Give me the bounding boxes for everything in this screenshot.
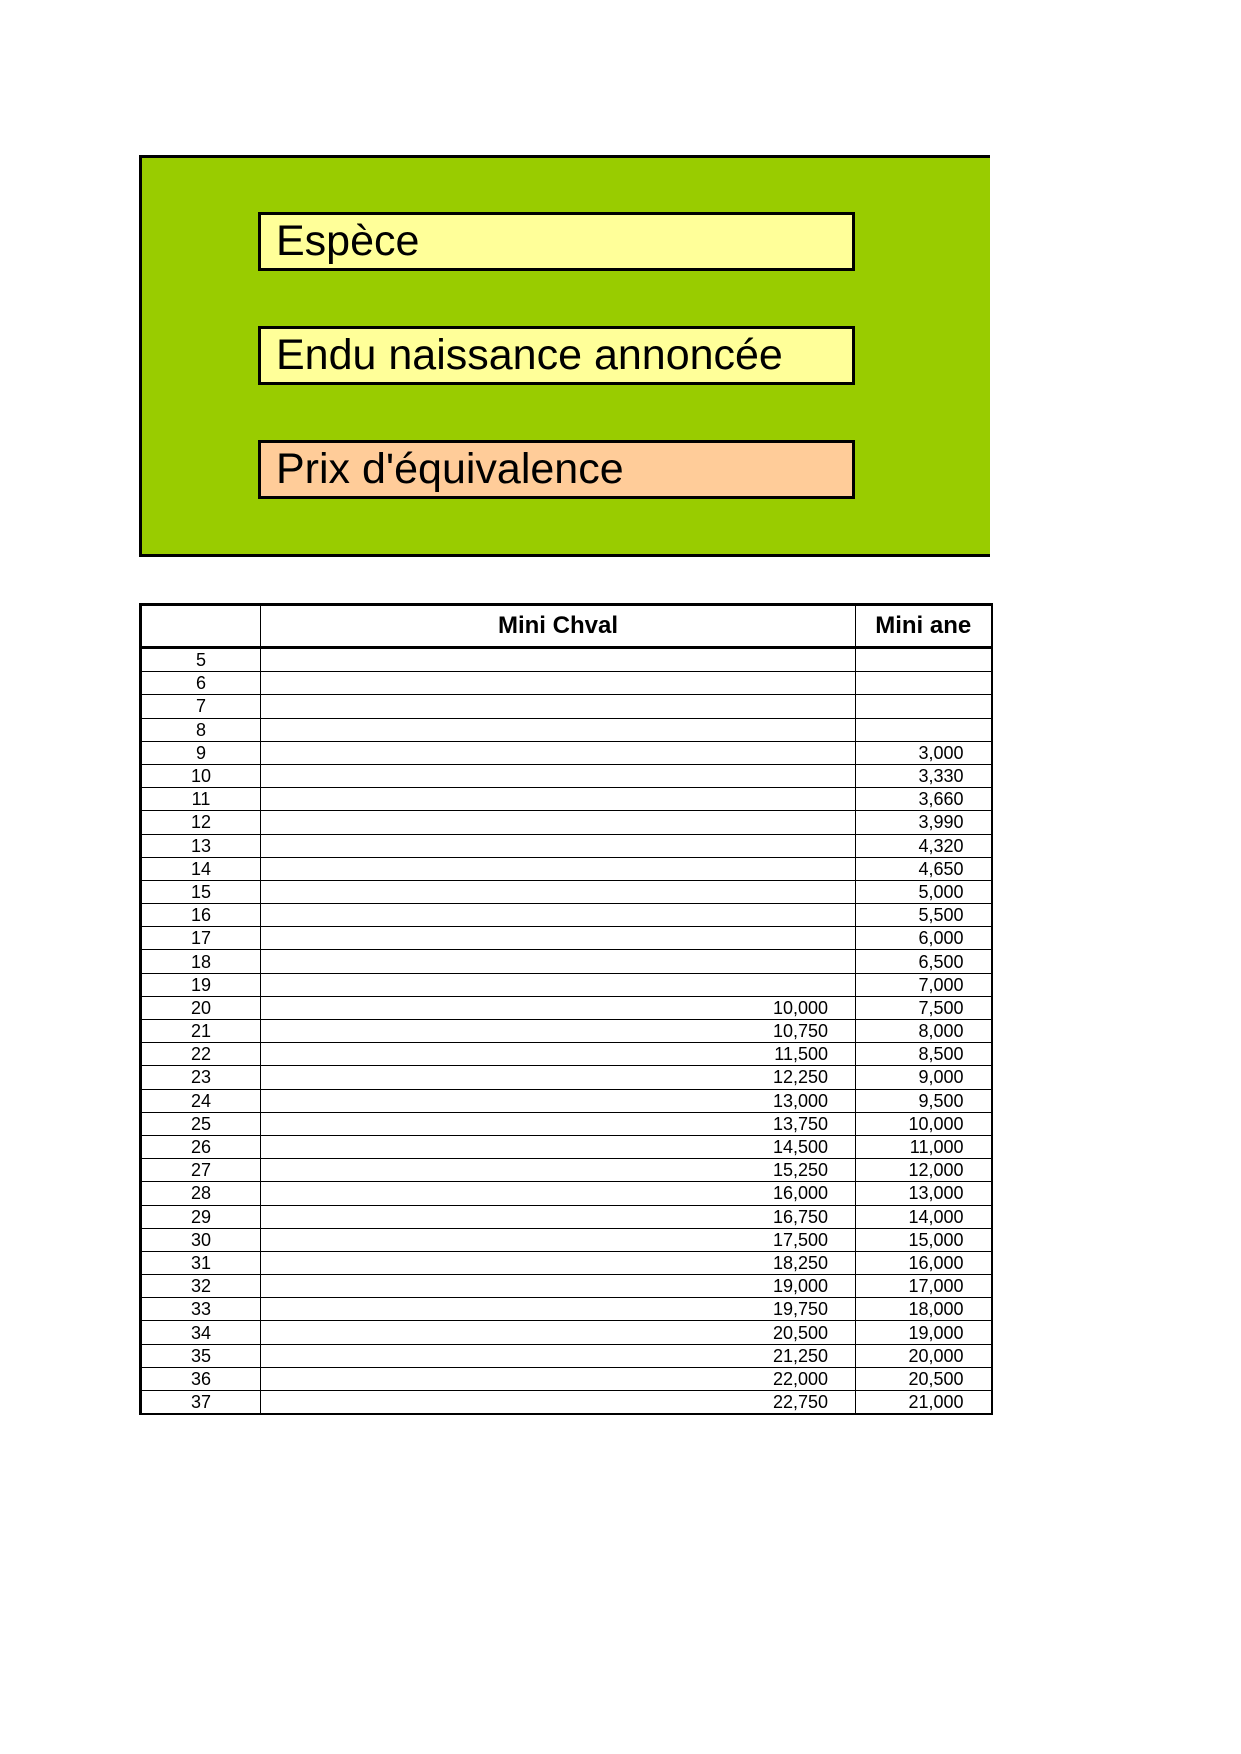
size-cell[interactable]: 11 <box>141 788 261 811</box>
table-row <box>141 834 992 857</box>
table-row <box>141 973 992 996</box>
table-row <box>141 1367 992 1390</box>
table-row <box>141 950 992 973</box>
size-cell[interactable]: 18 <box>141 950 261 973</box>
mini-chval-cell[interactable] <box>261 741 856 764</box>
mini-chval-cell[interactable]: 22,000 <box>261 1367 856 1390</box>
mini-ane-cell[interactable]: 3,000 <box>856 741 992 764</box>
mini-ane-cell[interactable]: 3,660 <box>856 788 992 811</box>
mini-ane-cell[interactable]: 19,000 <box>856 1321 992 1344</box>
size-cell[interactable]: 7 <box>141 695 261 718</box>
mini-chval-cell[interactable]: 14,500 <box>261 1135 856 1158</box>
mini-chval-cell[interactable]: 22,750 <box>261 1391 856 1415</box>
mini-ane-cell[interactable]: 7,000 <box>856 973 992 996</box>
table-row <box>141 1228 992 1251</box>
mini-chval-cell[interactable]: 16,000 <box>261 1182 856 1205</box>
mini-ane-cell[interactable]: 14,000 <box>856 1205 992 1228</box>
mini-chval-cell[interactable]: 15,250 <box>261 1159 856 1182</box>
size-cell[interactable]: 25 <box>141 1112 261 1135</box>
mini-ane-cell[interactable] <box>856 648 992 672</box>
size-cell[interactable]: 22 <box>141 1043 261 1066</box>
table-row <box>141 695 992 718</box>
size-cell[interactable]: 15 <box>141 880 261 903</box>
mini-chval-cell[interactable]: 13,750 <box>261 1112 856 1135</box>
mini-ane-cell[interactable]: 3,330 <box>856 764 992 787</box>
table-row <box>141 741 992 764</box>
mini-ane-cell[interactable]: 5,500 <box>856 904 992 927</box>
mini-ane-cell[interactable] <box>856 695 992 718</box>
table-row <box>141 1020 992 1043</box>
mini-chval-cell[interactable]: 12,250 <box>261 1066 856 1089</box>
mini-ane-cell[interactable]: 8,000 <box>856 1020 992 1043</box>
header-mini-chval: Mini Chval <box>261 605 856 648</box>
size-cell[interactable]: 6 <box>141 672 261 695</box>
size-cell[interactable]: 32 <box>141 1275 261 1298</box>
size-cell[interactable]: 5 <box>141 648 261 672</box>
size-cell[interactable]: 10 <box>141 764 261 787</box>
size-cell[interactable]: 23 <box>141 1066 261 1089</box>
mini-chval-cell[interactable]: 18,250 <box>261 1251 856 1274</box>
table-header-row <box>141 605 992 648</box>
size-cell[interactable]: 13 <box>141 834 261 857</box>
mini-chval-cell[interactable] <box>261 648 856 672</box>
table-row <box>141 1251 992 1274</box>
size-cell[interactable]: 35 <box>141 1344 261 1367</box>
mini-ane-cell[interactable]: 20,500 <box>856 1367 992 1390</box>
mini-ane-cell[interactable]: 12,000 <box>856 1159 992 1182</box>
birth-note-label: Endu naissance annoncée <box>276 331 783 379</box>
mini-chval-cell[interactable] <box>261 695 856 718</box>
mini-ane-cell[interactable]: 15,000 <box>856 1228 992 1251</box>
mini-chval-cell[interactable] <box>261 788 856 811</box>
size-cell[interactable]: 19 <box>141 973 261 996</box>
mini-chval-cell[interactable] <box>261 672 856 695</box>
size-cell[interactable]: 28 <box>141 1182 261 1205</box>
table-row <box>141 672 992 695</box>
size-cell[interactable]: 36 <box>141 1367 261 1390</box>
mini-ane-cell[interactable]: 6,500 <box>856 950 992 973</box>
mini-ane-cell[interactable]: 3,990 <box>856 811 992 834</box>
table-row <box>141 718 992 741</box>
table-row <box>141 880 992 903</box>
species-field[interactable] <box>258 212 855 271</box>
mini-chval-cell[interactable] <box>261 904 856 927</box>
mini-chval-cell[interactable]: 19,750 <box>261 1298 856 1321</box>
size-cell[interactable]: 16 <box>141 904 261 927</box>
table-row <box>141 764 992 787</box>
size-cell[interactable]: 20 <box>141 996 261 1019</box>
mini-ane-cell[interactable]: 5,000 <box>856 880 992 903</box>
mini-chval-cell[interactable] <box>261 927 856 950</box>
table-row <box>141 1135 992 1158</box>
mini-ane-cell[interactable]: 9,500 <box>856 1089 992 1112</box>
mini-chval-cell[interactable]: 10,750 <box>261 1020 856 1043</box>
size-cell[interactable]: 9 <box>141 741 261 764</box>
table-body <box>141 648 992 1415</box>
table-row <box>141 788 992 811</box>
table-row <box>141 1321 992 1344</box>
mini-chval-cell[interactable] <box>261 880 856 903</box>
table-row <box>141 857 992 880</box>
table-row <box>141 1391 992 1415</box>
table-row <box>141 1112 992 1135</box>
mini-ane-cell[interactable]: 4,320 <box>856 834 992 857</box>
mini-chval-cell[interactable] <box>261 764 856 787</box>
mini-chval-cell[interactable]: 20,500 <box>261 1321 856 1344</box>
mini-ane-cell[interactable]: 10,000 <box>856 1112 992 1135</box>
size-cell[interactable]: 26 <box>141 1135 261 1158</box>
species-label: Espèce <box>276 217 420 265</box>
mini-chval-cell[interactable]: 10,000 <box>261 996 856 1019</box>
mini-ane-cell[interactable]: 6,000 <box>856 927 992 950</box>
table-row <box>141 1344 992 1367</box>
header-mini-ane: Mini ane <box>856 605 992 648</box>
mini-chval-cell[interactable]: 17,500 <box>261 1228 856 1251</box>
table-row <box>141 1066 992 1089</box>
table-row <box>141 1159 992 1182</box>
table-row <box>141 1205 992 1228</box>
mini-ane-cell[interactable]: 9,000 <box>856 1066 992 1089</box>
size-cell[interactable]: 14 <box>141 857 261 880</box>
mini-ane-cell[interactable]: 13,000 <box>856 1182 992 1205</box>
mini-chval-cell[interactable] <box>261 857 856 880</box>
mini-ane-cell[interactable]: 16,000 <box>856 1251 992 1274</box>
mini-chval-cell[interactable]: 13,000 <box>261 1089 856 1112</box>
mini-ane-cell[interactable]: 7,500 <box>856 996 992 1019</box>
mini-chval-cell[interactable] <box>261 950 856 973</box>
table-row <box>141 648 992 672</box>
header-size <box>141 605 261 648</box>
table-row <box>141 1182 992 1205</box>
size-cell[interactable]: 12 <box>141 811 261 834</box>
size-cell[interactable]: 30 <box>141 1228 261 1251</box>
size-cell[interactable]: 31 <box>141 1251 261 1274</box>
table-row <box>141 927 992 950</box>
mini-ane-cell[interactable]: 21,000 <box>856 1391 992 1415</box>
size-cell[interactable]: 17 <box>141 927 261 950</box>
table-row <box>141 1298 992 1321</box>
table-row <box>141 996 992 1019</box>
size-cell[interactable]: 21 <box>141 1020 261 1043</box>
mini-chval-cell[interactable]: 16,750 <box>261 1205 856 1228</box>
table-row <box>141 1043 992 1066</box>
table-row <box>141 1089 992 1112</box>
mini-chval-cell[interactable]: 11,500 <box>261 1043 856 1066</box>
mini-ane-cell[interactable]: 17,000 <box>856 1275 992 1298</box>
table-row <box>141 811 992 834</box>
equivalence-price-field[interactable] <box>258 440 855 499</box>
size-cell[interactable]: 29 <box>141 1205 261 1228</box>
price-table <box>139 603 993 1415</box>
mini-chval-cell[interactable] <box>261 718 856 741</box>
mini-ane-cell[interactable]: 8,500 <box>856 1043 992 1066</box>
mini-chval-cell[interactable] <box>261 811 856 834</box>
mini-chval-cell[interactable] <box>261 834 856 857</box>
size-cell[interactable]: 34 <box>141 1321 261 1344</box>
size-cell[interactable]: 33 <box>141 1298 261 1321</box>
mini-ane-cell[interactable]: 4,650 <box>856 857 992 880</box>
table-row <box>141 904 992 927</box>
mini-chval-cell[interactable]: 19,000 <box>261 1275 856 1298</box>
birth-note-field[interactable] <box>258 326 855 385</box>
size-cell[interactable]: 27 <box>141 1159 261 1182</box>
table-row <box>141 1275 992 1298</box>
mini-chval-cell[interactable] <box>261 973 856 996</box>
mini-chval-cell[interactable]: 21,250 <box>261 1344 856 1367</box>
mini-ane-cell[interactable]: 20,000 <box>856 1344 992 1367</box>
mini-ane-cell[interactable] <box>856 718 992 741</box>
size-cell[interactable]: 8 <box>141 718 261 741</box>
mini-ane-cell[interactable]: 18,000 <box>856 1298 992 1321</box>
equivalence-price-label: Prix d'équivalence <box>276 445 624 493</box>
mini-ane-cell[interactable]: 11,000 <box>856 1135 992 1158</box>
size-cell[interactable]: 37 <box>141 1391 261 1415</box>
mini-ane-cell[interactable] <box>856 672 992 695</box>
size-cell[interactable]: 24 <box>141 1089 261 1112</box>
